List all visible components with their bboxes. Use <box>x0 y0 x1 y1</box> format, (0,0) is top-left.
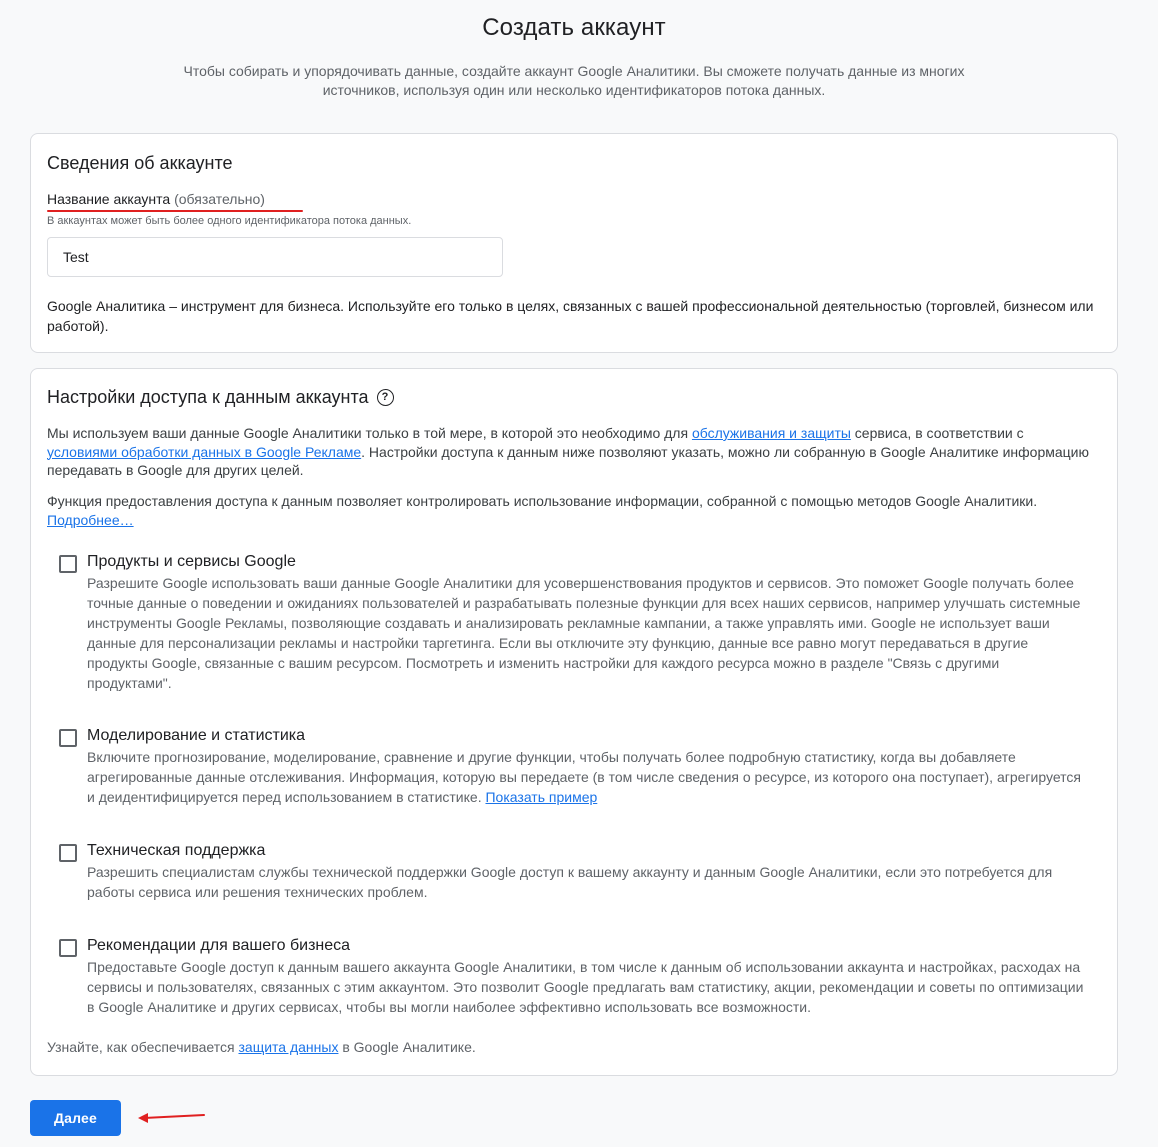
option-description: Разрешите Google использовать ваши данные Google Аналитики для усовершенствования продуктов и сервисов. Это поможет Google получать более точные данные о поведении и ожиданиях пользователей и разрабатывать полезные функции для всех наших сервисов, например улучшать системные инструменты Google Рекламы, позволяющие создавать и анализировать рекламные кампании, а также управлять ими. Google не использует ваши данные для персонализации рекламы и настройки таргетинга. Если вы отключите эту функцию, данные все равно могут передаваться в другие продукты Google, связанные с вашим ресурсом. Посмотреть и изменить настройки для каждого ресурса можно в разделе "Связь с другими продуктами". <box>87 575 1081 691</box>
account-name-input[interactable] <box>47 237 503 277</box>
tech-support-checkbox[interactable] <box>59 844 77 862</box>
sharing-feature <box>47 492 1097 529</box>
data-sharing-title-row <box>47 387 394 408</box>
option-description-text: Включите прогнозирование, моделирование, сравнение и другие функции, чтобы получать более подробную статистику, когда вы добавляете агрегированные данные отслеживания. Информация, которую вы передаете (в том числе сведения о ресурсе, из которого она поступает), агрегируется и деидентифицируется перед использованием в статистике. <box>87 749 1081 805</box>
option-title: Моделирование и статистика <box>87 727 306 744</box>
next-button[interactable]: Далее <box>30 1100 121 1136</box>
service-protection-link[interactable]: обслуживания и защиты <box>691 425 851 441</box>
modeling-checkbox[interactable] <box>59 729 77 747</box>
sharing-feature-text: Функция предоставления доступа к данным позволяет контролировать использование информации, собранной с помощью методов Google Аналитики. <box>47 493 1038 509</box>
data-sharing-card <box>30 368 1118 1076</box>
account-name-label <box>47 191 265 207</box>
account-details-title: Сведения об аккаунте <box>47 153 233 173</box>
option-description: Предоставьте Google доступ к данным вашего аккаунта Google Аналитики, в том числе к данным об использовании аккаунта и настройках, расходах на сервисы и пользователях, связанных с этим аккаунтом. Это позволит Google предлагать вам статистику, акции, рекомендации и советы по оптимизации в Google Аналитике и других сервисах, чтобы вы могли наиболее эффективно использовать все возможности. <box>87 959 1084 1015</box>
recommendations-checkbox[interactable] <box>59 939 77 957</box>
data-sharing-title: Настройки доступа к данным аккаунта <box>47 387 369 407</box>
option-description: Разрешить специалистам службы технической поддержки Google доступ к вашему аккаунту и данным Google Аналитики, если это потребуется для работы сервиса или решения технических проблем. <box>87 864 1053 900</box>
account-details-card <box>30 133 1118 353</box>
option-title: Техническая поддержка <box>87 842 266 859</box>
account-name-label-text: Название аккаунта <box>47 191 171 207</box>
google-products-checkbox[interactable] <box>59 555 77 573</box>
learn-more-link[interactable]: Подробнее… <box>47 511 134 528</box>
sharing-intro-part3: . Настройки доступа к данным ниже позволяют указать, можно ли собранную в Google Аналитике информацию передавать в Google для других целей. <box>47 443 1089 478</box>
sharing-intro-part2: сервиса, в соответствии с <box>850 425 1024 441</box>
show-example-link[interactable]: Показать пример <box>485 789 598 805</box>
option-title: Продукты и сервисы Google <box>87 553 296 570</box>
page-title: Создать аккаунт <box>482 14 666 41</box>
data-protection-note <box>47 1039 476 1055</box>
footer-part1: Узнайте, как обеспечивается <box>47 1039 239 1055</box>
option-description <box>87 747 1087 807</box>
sharing-intro <box>47 424 1097 480</box>
data-terms-link[interactable]: условиями обработки данных в Google Рекламе <box>47 443 362 460</box>
required-marker: (обязательно) <box>174 191 265 207</box>
account-name-hint: В аккаунтах может быть более одного идентификатора потока данных. <box>47 215 412 227</box>
sharing-intro-part1: Мы используем ваши данные Google Аналитики только в той мере, в которой это необходимо для <box>47 425 692 441</box>
footer-part2: в Google Аналитике. <box>338 1039 476 1055</box>
data-protection-link[interactable]: защита данных <box>238 1039 339 1055</box>
annotation-underline <box>47 210 303 212</box>
option-title: Рекомендации для вашего бизнеса <box>87 937 351 954</box>
business-notice: Google Аналитика – инструмент для бизнеса. Используйте его только в целях, связанных с вашей профессиональной деятельностью (торговлей, бизнесом или работой). <box>47 298 1094 334</box>
page-subtitle: Чтобы собирать и упорядочивать данные, создайте аккаунт Google Аналитики. Вы сможете получать данные из многих источников, используя один или несколько идентификаторов потока данных. <box>183 63 965 98</box>
annotation-arrow-icon <box>136 1108 208 1126</box>
help-icon[interactable]: ? <box>377 389 394 406</box>
